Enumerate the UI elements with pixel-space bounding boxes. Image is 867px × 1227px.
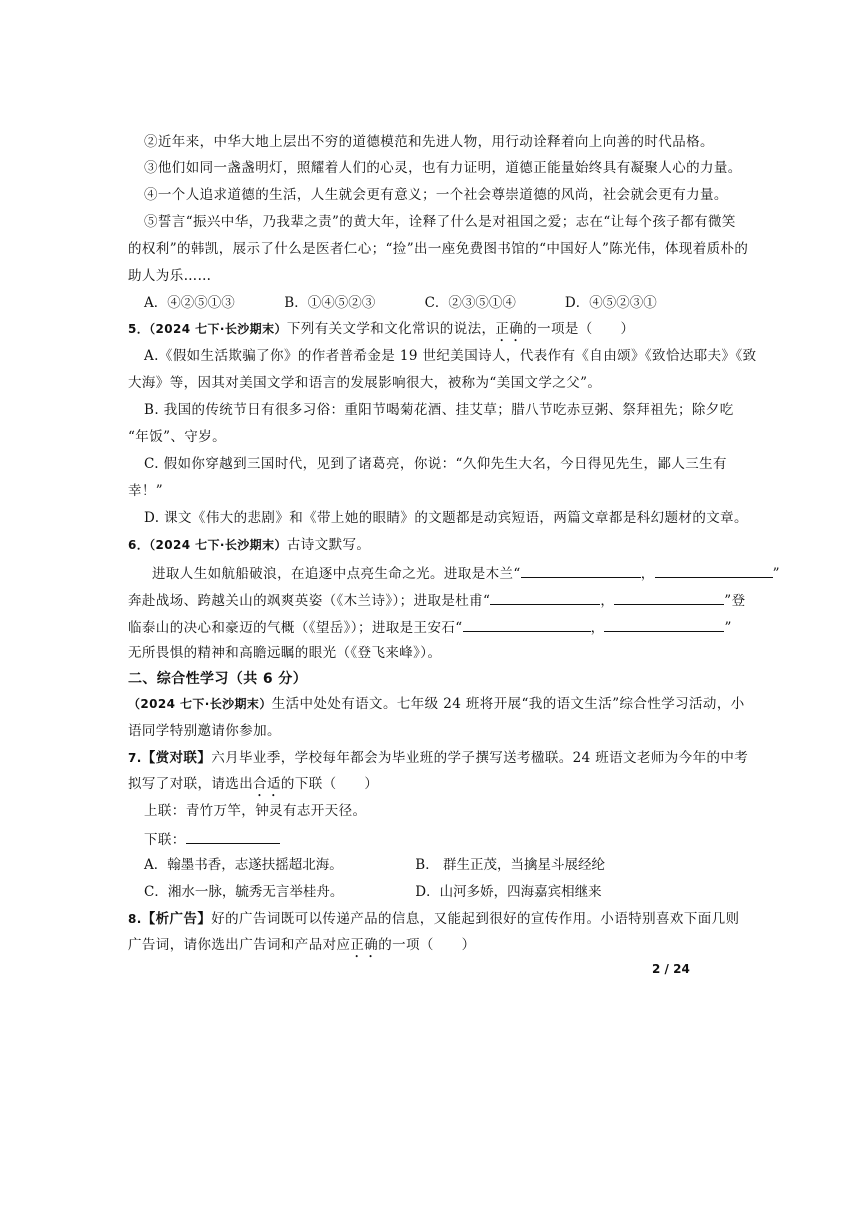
q5-stem-end: 的一项是（ ） xyxy=(523,321,635,337)
q6-stem xyxy=(128,536,688,554)
q6-para-line4: 无所畏惧的精神和高瞻远瞩的眼光（《登飞来峰》）。 xyxy=(128,645,442,661)
q6-quote-2: ”登 xyxy=(724,593,746,609)
sentence-4: ④一个人追求道德的生活，人生就会更有意义；一个社会尊崇道德的风尚，社会就会更有力量。 xyxy=(144,187,728,203)
q7-lower-label: 下联： xyxy=(144,832,186,848)
q7-line2 xyxy=(128,775,688,800)
q8-tag: 【析广告】 xyxy=(141,911,212,927)
section-2-source: （2024 七下·长沙期末） xyxy=(128,697,272,711)
q5-option-a-line2: 大海》等，因其对美国文学和语言的发展影响很大，被称为“美国文学之父”。 xyxy=(128,375,602,391)
q5-option-d: D. 课文《伟大的悲剧》和《带上她的眼睛》的文题都是动宾短语，两篇文章都是科幻题材的文章。 xyxy=(144,510,748,526)
q7-choice-b[interactable]: B． 群生正茂，当擒星斗展经纶 xyxy=(415,857,606,873)
q7-text-3: 的下联（ ） xyxy=(280,776,379,792)
q7-choice-a[interactable]: A．翰墨书香，志遂扶摇超北海。 xyxy=(144,857,343,873)
q8-number: 8. xyxy=(128,912,142,926)
q7-number: 7. xyxy=(128,751,142,765)
sentence-2: ②近年来，中华大地上层出不穷的道德模范和先进人物，用行动诠释着向上向善的时代品格。 xyxy=(144,134,714,150)
q5-stem-text: 下列有关文学和文化常识的说法， xyxy=(286,321,496,337)
q5-option-b-line1: B. 我国的传统节日有很多习俗：重阳节喝菊花酒、挂艾草；腊八节吃赤豆粥、祭拜祖先；除夕吃 xyxy=(144,402,734,418)
sentence-3: ③他们如同一盏盏明灯，照耀着人们的心灵，也有力证明，道德正能量始终具有凝聚人心的力量。 xyxy=(144,160,742,176)
q6-quote-3: ” xyxy=(724,620,732,636)
q6-text-2: 奔赴战场、跨越关山的飒爽英姿（《木兰诗》）；进取是杜甫“ xyxy=(128,593,491,609)
q5-option-a-line1: A.《假如生活欺骗了你》的作者普希金是 19 世纪美国诗人，代表作有《自由颂》《致恰达耶夫》《致 xyxy=(144,348,757,364)
q6-blank-4[interactable] xyxy=(614,590,724,605)
q8-line2 xyxy=(128,936,688,961)
q6-comma-2: ， xyxy=(600,593,615,609)
q6-blank-2[interactable] xyxy=(655,563,773,578)
q6-stem-text: 古诗文默写。 xyxy=(286,537,371,553)
q5-option-c-line2: 幸！” xyxy=(128,483,164,499)
page-number: 2 / 24 xyxy=(652,962,690,976)
q8-text-1: 好的广告词既可以传递产品的信息，又能起到很好的宣传作用。小语特别喜欢下面几则 xyxy=(211,911,740,927)
q4-choices xyxy=(144,294,657,312)
q7-choices-row1 xyxy=(144,856,605,874)
q7-lower-blank[interactable] xyxy=(186,829,280,844)
q5-option-b-line2: “年饭”、守岁。 xyxy=(128,429,227,445)
q6-para-line1 xyxy=(152,563,780,583)
q4-choice-c[interactable]: C．②③⑤①④ xyxy=(424,295,516,311)
q4-choice-b[interactable]: B．①④⑤②③ xyxy=(284,295,376,311)
q8-text-2: 广告词，请你选出广告词和产品对应 xyxy=(128,937,351,953)
q6-comma-1: ， xyxy=(640,566,655,582)
q6-blank-5[interactable] xyxy=(463,617,591,632)
section-2-intro-line1 xyxy=(128,695,745,713)
q5-stem xyxy=(128,320,688,345)
q8-emphasis: 正确 xyxy=(350,937,379,953)
q5-stem-emphasis: 正确 xyxy=(495,321,524,337)
q7-line1 xyxy=(128,749,749,767)
section-2-intro-text: 生活中处处有语文。七年级 24 班将开展“我的语文生活”综合性学习活动，小 xyxy=(271,696,745,712)
q6-para-line2 xyxy=(128,590,746,610)
sentence-5-line1: ⑤誓言“振兴中华，乃我辈之责”的黄大年，诠释了什么是对祖国之爱；志在“让每个孩子都有微笑 xyxy=(144,214,736,230)
q7-choice-d[interactable]: D．山河多娇，四海嘉宾相继来 xyxy=(415,884,602,900)
q6-blank-1[interactable] xyxy=(521,563,641,578)
q6-text-3: 临泰山的决心和豪迈的气概（《望岳》）；进取是王安石“ xyxy=(128,620,463,636)
sentence-5-line3: 助人为乐…… xyxy=(128,268,212,284)
q6-source: 6．（2024 七下·长沙期末） xyxy=(128,538,287,552)
q6-quote-1: ” xyxy=(772,566,780,582)
q6-blank-6[interactable] xyxy=(604,617,724,632)
section-2-intro-line2: 语同学特别邀请你参加。 xyxy=(128,723,281,739)
q7-text-1: 六月毕业季，学校每年都会为毕业班的学子撰写送考楹联。24 班语文老师为今年的中考 xyxy=(211,750,749,766)
q6-text-1: 进取人生如航船破浪，在追逐中点亮生命之光。进取是木兰“ xyxy=(152,566,521,582)
q6-comma-3: ， xyxy=(590,620,605,636)
q8-line1 xyxy=(128,910,740,928)
q7-upper-couplet: 上联：青竹万竿，钟灵有志开天径。 xyxy=(144,803,367,819)
q4-choice-a[interactable]: A．④②⑤①③ xyxy=(144,295,235,311)
q5-option-c-line1: C. 假如你穿越到三国时代，见到了诸葛亮，你说：“久仰先生大名，今日得见先生，鄙人三生有 xyxy=(144,456,727,472)
q7-text-2: 拟写了对联，请选出 xyxy=(128,776,254,792)
q6-blank-3[interactable] xyxy=(490,590,600,605)
q7-choice-c[interactable]: C．湘水一脉，毓秀无言举桂舟。 xyxy=(144,884,344,900)
sentence-5-line2: 的权利”的韩凯，展示了什么是医者仁心；“捡”出一座免费图书馆的“中国好人”陈光伟，体现着质朴的 xyxy=(128,241,749,257)
q4-choice-d[interactable]: D．④⑤②③① xyxy=(564,295,657,311)
q6-para-line3 xyxy=(128,617,732,637)
q8-text-3: 的一项（ ） xyxy=(378,937,476,953)
section-2-title: 二、综合性学习（共 6 分） xyxy=(128,671,308,687)
q7-emphasis: 合适 xyxy=(253,776,281,792)
q7-lower-couplet xyxy=(144,829,704,849)
q7-choices-row2 xyxy=(144,883,602,901)
q7-tag: 【赏对联】 xyxy=(141,750,212,766)
q5-source: 5．（2024 七下·长沙期末） xyxy=(128,322,287,336)
